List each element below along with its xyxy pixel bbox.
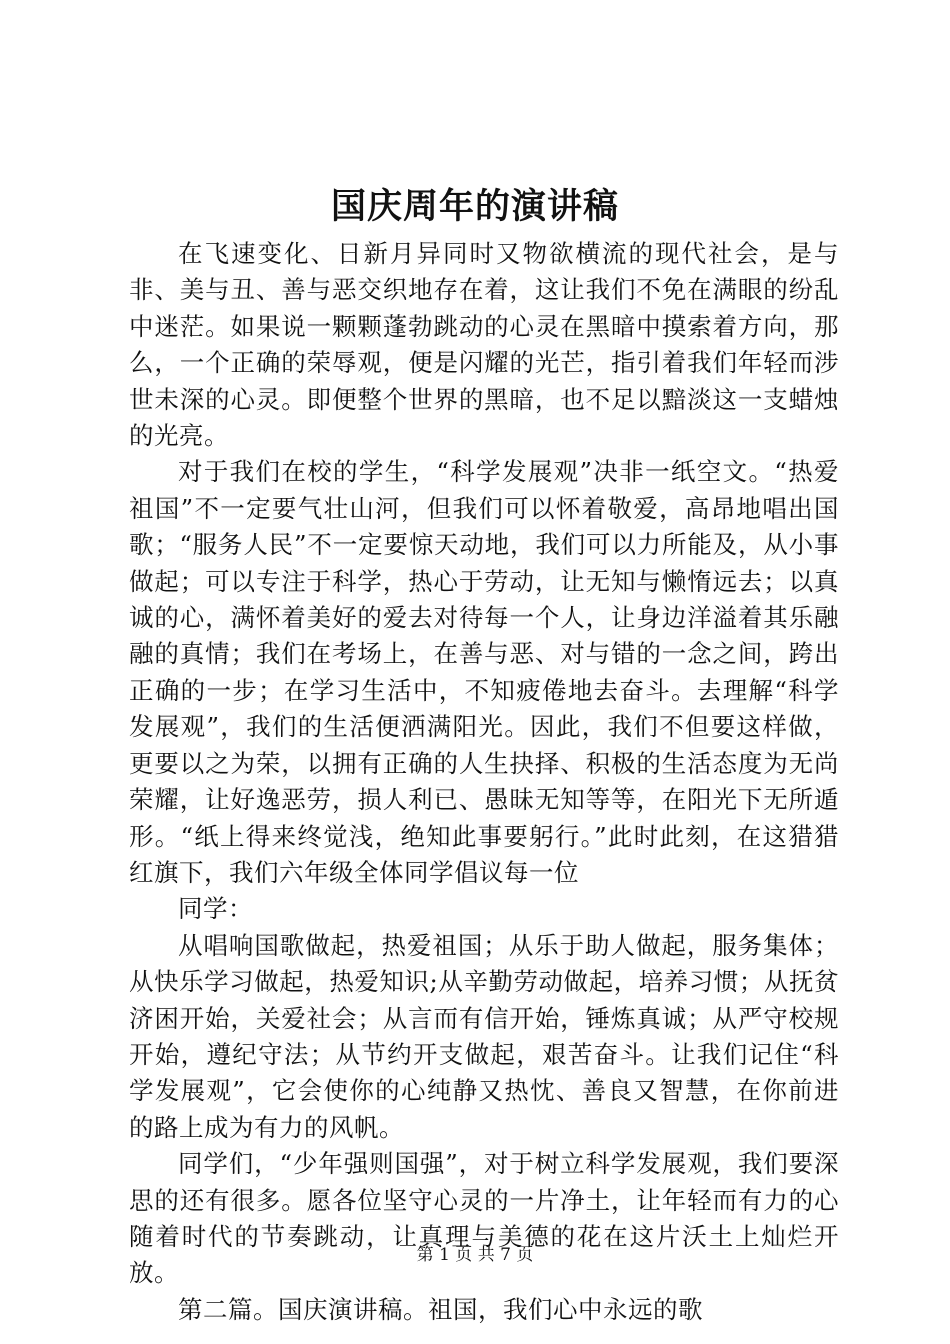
body-paragraph-5: 同学们，“少年强则国强”，对于树立科学发展观，我们要深思的还有很多。愿各位坚守心灵的一片净土，让年轻而有力的心随着时代的节奏跳动，让真理与美德的花在这片沃土上灿烂开放。 [129, 1149, 839, 1288]
body-paragraph-4: 从唱响国歌做起，热爱祖国；从乐于助人做起，服务集体；从快乐学习做起，热爱知识;从辛勤劳动做起，培养习惯；从抚贫济困开始，关爱社会；从言而有信开始，锤炼真诚；从严守校规开始，遵纪守法；从节约开支做起，艰苦奋斗。让我们记住“科学发展观”，它会使你的心纯静又热忱、善良又智慧，在你前进的路上成为有力的风帆。 [129, 930, 839, 1142]
page-number-footer: 第 1 页 共 7 页 [416, 1245, 534, 1265]
document-title: 国庆周年的演讲稿 [330, 186, 619, 227]
body-paragraph-1: 在飞速变化、日新月异同时又物欲横流的现代社会，是与非、美与丑、善与恶交织地存在着，这让我们不免在满眼的纷乱中迷茫。如果说一颗颗蓬勃跳动的心灵在黑暗中摸索着方向，那么，一个正确的荣辱观，便是闪耀的光芒，指引着我们年轻而涉世未深的心灵。即便整个世界的黑暗，也不足以黯淡这一支蜡烛的光亮。 [129, 239, 839, 451]
body-paragraph-3: 同学： [178, 894, 253, 924]
document-body [129, 236, 839, 1328]
body-paragraph-2: 对于我们在校的学生，“科学发展观”决非一纸空文。“热爱祖国”不一定要气壮山河，但我们可以怀着敬爱，高昂地唱出国歌；“服务人民”不一定要惊天动地，我们可以力所能及，从小事做起；可以专注于科学，热心于劳动，让无知与懒惰远去；以真诚的心，满怀着美好的爱去对待每一个人，让身边洋溢着其乐融融的真情；我们在考场上，在善与恶、对与错的一念之间，跨出正确的一步；在学习生活中，不知疲倦地去奋斗。去理解“科学发展观”，我们的生活便洒满阳光。因此，我们不但要这样做，更要以之为荣，以拥有正确的人生抉择、积极的生活态度为无尚荣耀，让好逸恶劳，损人利已、愚昧无知等等，在阳光下无所遁形。“纸上得来终觉浅，绝知此事要躬行。”此时此刻，在这猎猎红旗下，我们六年级全体同学倡议每一位 [129, 457, 839, 887]
body-paragraph-6: 第二篇。国庆演讲稿。祖国，我们心中永远的歌 [178, 1294, 703, 1324]
